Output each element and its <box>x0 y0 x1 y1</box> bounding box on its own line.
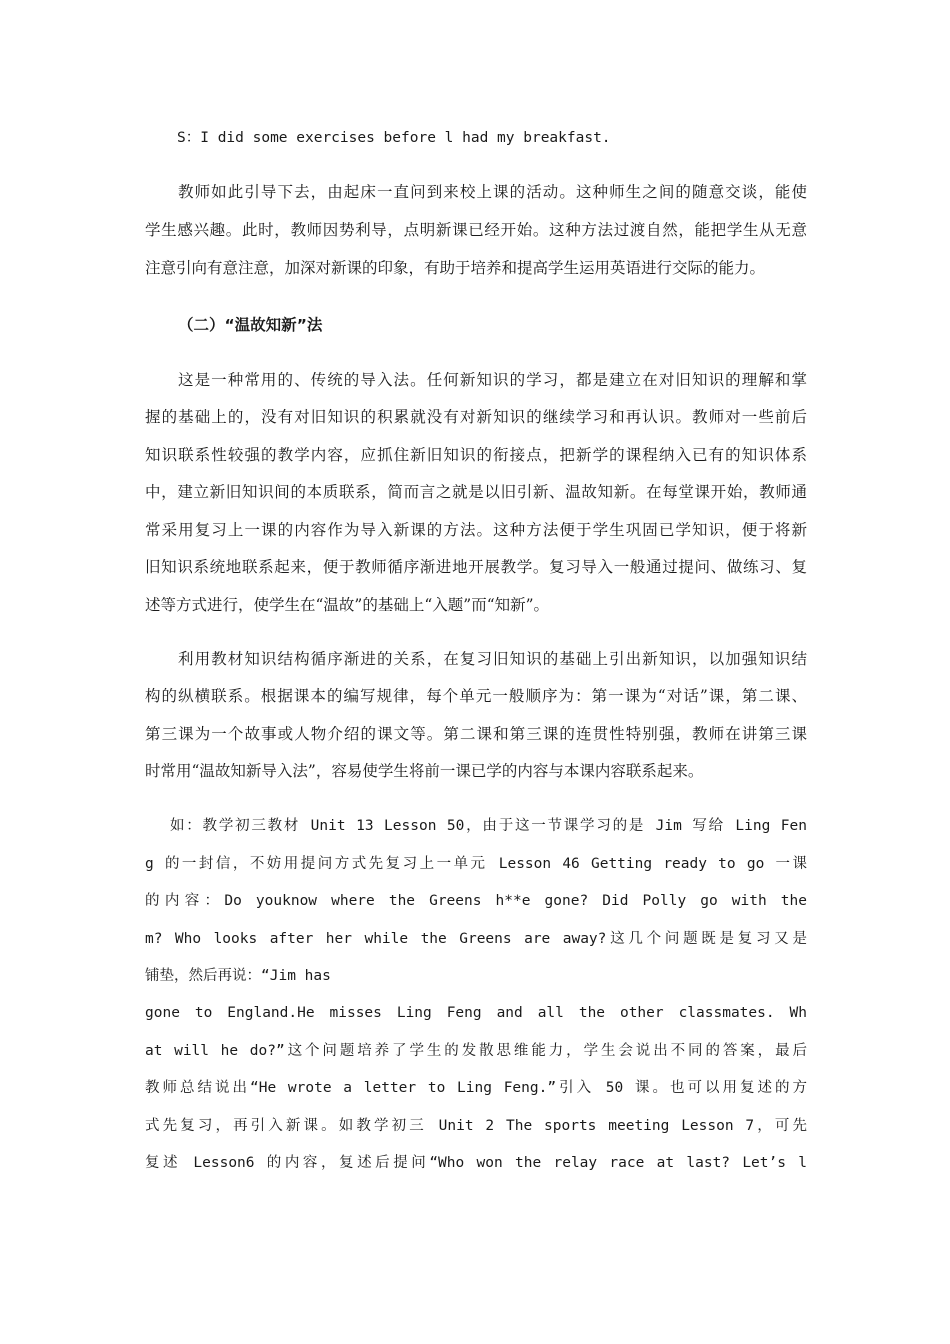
para2-line-5: 常采用复习上一课的内容作为导入新课的方法。这种方法便于学生巩固已学知识，便于将新 <box>145 521 807 539</box>
para2-line-4: 中，建立新旧知识间的本质联系，简而言之就是以旧引新、温故知新。在每堂课开始，教师通 <box>145 483 807 501</box>
para4-line-10: 复述 Lesson6 的内容，复述后提问“Who won the relay race at last? Let’s l <box>145 1155 807 1171</box>
para3-line-2: 构的纵横联系。根据课本的编写规律，每个单元一般顺序为：第一课为“对话”课，第二课、 <box>145 687 807 705</box>
para4-line-5: 铺垫，然后再说：“Jim has <box>145 968 331 984</box>
para4-line-3: 的内容：Do youknow where the Greens h**e gone? Did Polly go with the <box>145 893 807 909</box>
para1-line-2: 学生感兴趣。此时，教师因势利导，点明新课已经开始。这种方法过渡自然，能把学生从无意 <box>145 221 807 239</box>
para1-line-3: 注意引向有意注意，加深对新课的印象，有助于培养和提高学生运用英语进行交际的能力。 <box>145 259 766 277</box>
dialogue-line: S：I did some exercises before l had my breakfast. <box>177 130 611 146</box>
para3-line-1: 利用教材知识结构循序渐进的关系，在复习旧知识的基础上引出新知识，以加强知识结 <box>178 650 807 668</box>
para4-line-8: 教师总结说出“He wrote a letter to Ling Feng.”引入 50 课。也可以用复述的方 <box>145 1080 807 1096</box>
para3-line-3: 第三课为一个故事或人物介绍的课文等。第二课和第三课的连贯性特别强，教师在讲第三课 <box>145 725 807 743</box>
para2-line-3: 知识联系性较强的教学内容，应抓住新旧知识的衔接点，把新学的课程纳入已有的知识体系 <box>145 446 807 464</box>
para4-line-9: 式先复习，再引入新课。如教学初三 Unit 2 The sports meeting Lesson 7，可先 <box>145 1118 807 1134</box>
section-heading: （二）“温故知新”法 <box>178 316 323 334</box>
para2-line-6: 旧知识系统地联系起来，便于教师循序渐进地开展教学。复习导入一般通过提问、做练习、复 <box>145 558 807 576</box>
para4-line-4: m? Who looks after her while the Greens are away?这几个问题既是复习又是 <box>145 931 807 947</box>
para2-line-1: 这是一种常用的、传统的导入法。任何新知识的学习，都是建立在对旧知识的理解和掌 <box>178 371 807 389</box>
para4-line-2: g 的一封信，不妨用提问方式先复习上一单元 Lesson 46 Getting ready to go 一课 <box>145 856 807 872</box>
para2-line-2: 握的基础上的，没有对旧知识的积累就没有对新知识的继续学习和再认识。教师对一些前后 <box>145 408 807 426</box>
para4-line-7: at will he do?”这个问题培养了学生的发散思维能力，学生会说出不同的答案，最后 <box>145 1043 807 1059</box>
para4-line-6: gone to England.He misses Ling Feng and all the other classmates. Wh <box>145 1005 807 1021</box>
para3-line-4: 时常用“温故知新导入法”，容易使学生将前一课已学的内容与本课内容联系起来。 <box>145 762 704 780</box>
para1-line-1: 教师如此引导下去，由起床一直问到来校上课的活动。这种师生之间的随意交谈，能使 <box>178 183 807 201</box>
para4-line-1: 如：教学初三教材 Unit 13 Lesson 50，由于这一节课学习的是 Jim 写给 Ling Fen <box>170 818 807 834</box>
para2-line-7: 述等方式进行，使学生在“温故”的基础上“入题”而“知新”。 <box>145 596 550 614</box>
